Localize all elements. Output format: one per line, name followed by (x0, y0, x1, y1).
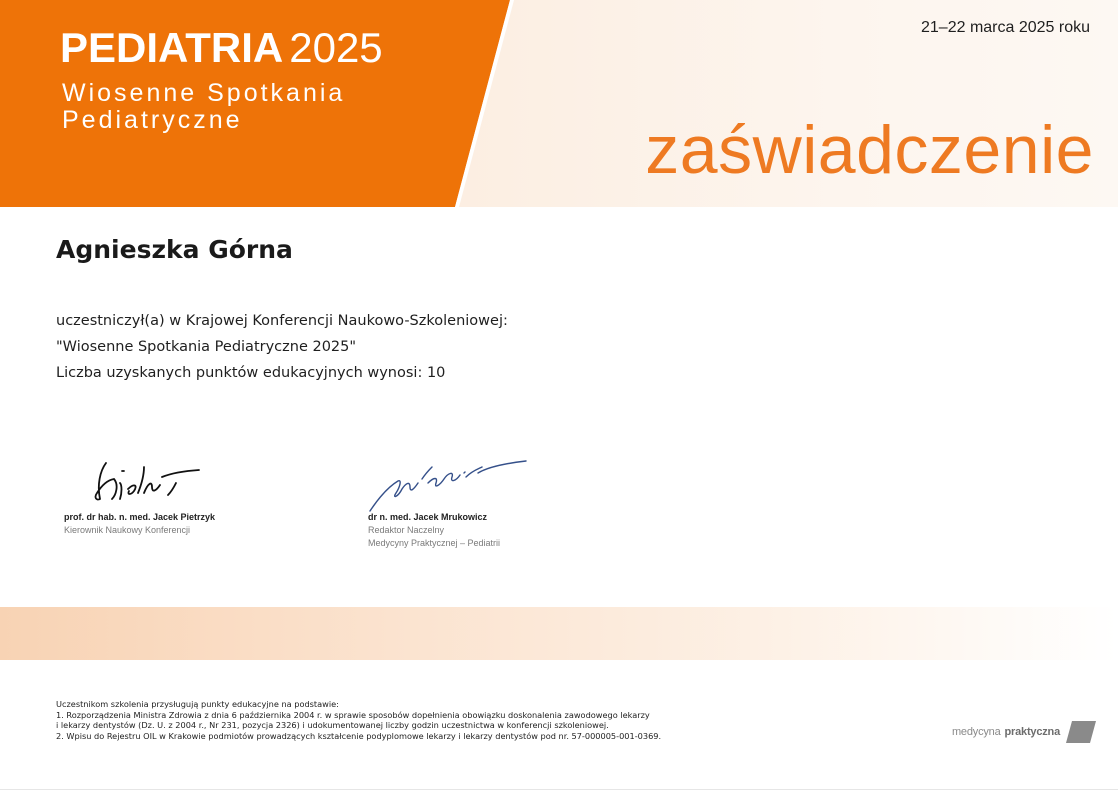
brand-subtitle (62, 80, 345, 134)
statement-line-3: Liczba uzyskanych punktów edukacyjnych wynosi: 10 (56, 365, 446, 381)
footer-legal-notes (56, 699, 661, 741)
recipient-name: Agnieszka Górna (56, 235, 293, 264)
participation-statement (56, 312, 508, 390)
footer-note-line: 2. Wpisu do Rejestru OIL w Krakowie podmiotów prowadzących kształcenie podyplomowe lekarzy i lekarzy dentystów pod nr. 57-000005-001-0369. (56, 730, 662, 741)
statement-line-1: uczestniczył(a) w Krajowej Konferencji Naukowo-Szkoleniowej: (56, 313, 508, 329)
statement-line-2: "Wiosenne Spotkania Pediatryczne 2025" (56, 339, 357, 355)
brand-title-year: 2025 (289, 24, 383, 71)
signature-role-right-line1: Redaktor Naczelny (368, 525, 445, 535)
footer-note-line: Uczestnikom szkolenia przysługują punkty edukacyjne na podstawie: (56, 699, 339, 709)
signature-role-right-line2: Medycyny Praktycznej – Pediatrii (368, 538, 501, 548)
brand-title-bold: PEDIATRIA (60, 24, 284, 71)
page-bottom-divider (0, 789, 1118, 790)
brand-subtitle-line2: Pediatryczne (62, 106, 243, 134)
logo-word-praktyczna: praktyczna (1004, 726, 1060, 738)
logo-word-medycyna: medycyna (951, 726, 1001, 738)
signature-name-right: dr n. med. Jacek Mrukowicz (368, 512, 488, 522)
signature-name-left: prof. dr hab. n. med. Jacek Pietrzyk (64, 512, 216, 522)
document-type-title: zaświadczenie (645, 112, 1094, 188)
decorative-gradient-band (0, 607, 1118, 660)
certificate-header (0, 0, 1118, 207)
footer-note-line: i lekarzy dentystów (Dz. U. z 2004 r., Nr 231, pozycja 2326) i udokumentowanej liczby godzin uczestnictwa w konferencji szkoleniowej. (56, 720, 609, 730)
signature-image-right (368, 455, 538, 515)
brand-subtitle-line1: Wiosenne Spotkania (62, 79, 346, 107)
brand-title (60, 24, 383, 72)
medycyna-praktyczna-logo (952, 720, 1096, 744)
footer-note-line: 1. Rozporządzenia Ministra Zdrowia z dnia 6 października 2004 r. w sprawie sposobów dopełnienia obowiązku doskonalenia zawodowego lekarzy (56, 709, 650, 720)
logo-mark-icon (1066, 721, 1096, 743)
signature-role-left: Kierownik Naukowy Konferencji (64, 525, 191, 535)
signature-image-left (64, 455, 234, 513)
event-date: 21–22 marca 2025 roku (921, 19, 1090, 36)
